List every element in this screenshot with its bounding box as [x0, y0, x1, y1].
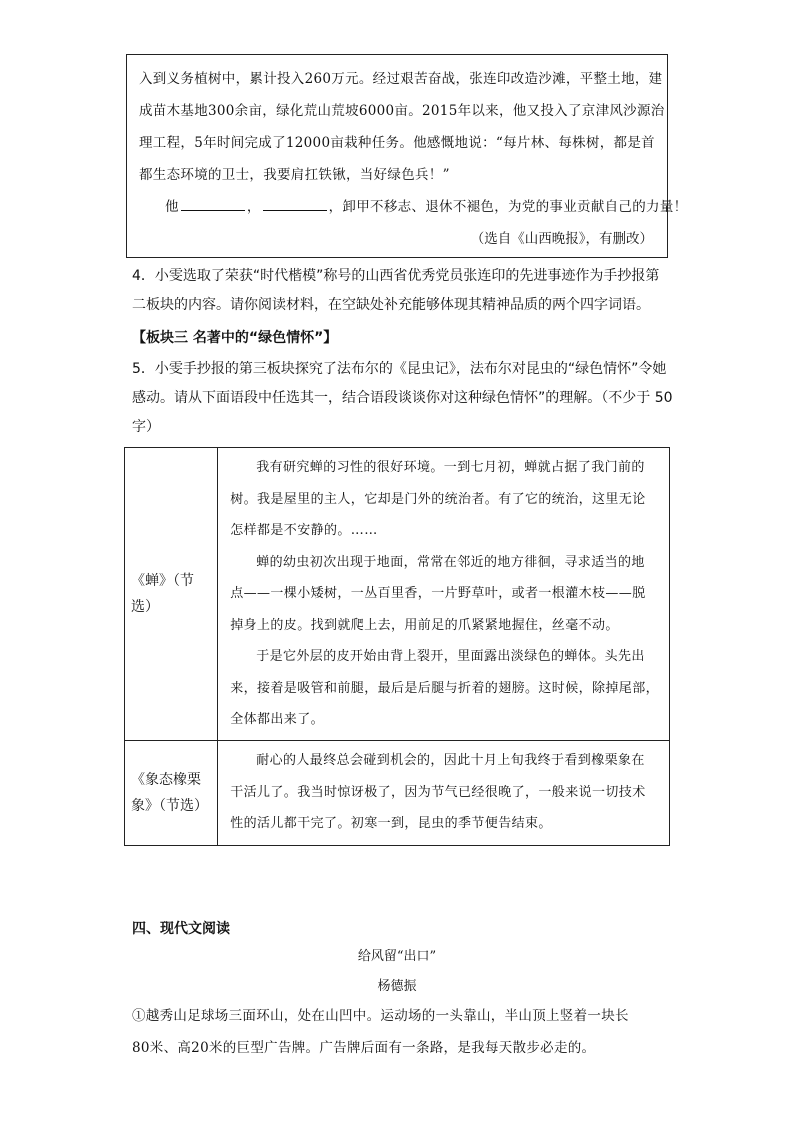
excerpt-line: 于是它外层的皮开始由背上裂开，里面露出淡绿色的蝉体。头先出	[256, 649, 645, 664]
table-row	[125, 448, 670, 741]
question-line: 5．小雯手抄报的第三板块探究了法布尔的《昆虫记》，法布尔对昆虫的“绿色情怀”令她	[132, 361, 667, 377]
material-line: 理工程，5年时间完成了12000亩栽种任务。他感慨地说：“每片林、每株树，都是首	[139, 135, 655, 151]
excerpt-line: 我有研究蝉的习性的很好环境。一到七月初，蝉就占据了我门前的	[256, 460, 645, 475]
excerpt-line: 树。我是屋里的主人，它却是门外的统治者。有了它的统治，这里无论	[230, 491, 646, 507]
excerpt-title-line: 象》（节选）	[131, 797, 208, 814]
section-4-heading: 四、现代文阅读	[132, 921, 230, 937]
reading-author: 杨德振	[377, 979, 417, 994]
excerpt-title-line: 《象态橡栗	[131, 771, 201, 788]
excerpt-line: 来，接着是吸管和前腿，最后是后腿与折着的翅膀。这时候，除掉尾部，	[230, 680, 659, 696]
excerpt-line: 怎样都是不安静的。……	[230, 523, 378, 538]
excerpt-body-cell	[218, 740, 670, 845]
fill-in-sentence	[139, 191, 688, 223]
excerpt-line: 性的活儿都干完了。初寒一到，昆虫的季节便告结束。	[230, 816, 552, 832]
answer-blank-1[interactable]	[181, 198, 245, 211]
question-line: 字）	[132, 419, 160, 435]
excerpt-title-line: 《蝉》（节	[131, 572, 194, 589]
question-line: 二板块的内容。请你阅读材料，在空缺处补充能够体现其精神品质的两个四字词语。	[132, 297, 650, 313]
excerpt-title-cell	[125, 740, 218, 845]
section-3-heading: 【板块三 名著中的“绿色情怀”】	[132, 330, 338, 346]
paragraph-line: ①越秀山足球场三面环山，处在山凹中。运动场的一头靠山，半山顶上竖着一块长	[132, 1008, 629, 1024]
fill-prefix: 他	[165, 199, 179, 215]
reading-title: 给风留“出口”	[357, 949, 437, 964]
material-box	[126, 54, 688, 258]
excerpt-line: 全体都出来了。	[230, 712, 324, 727]
reading-paragraph-1	[132, 1000, 672, 1064]
excerpt-line: 掉身上的皮。找到就爬上去，用前足的爪紧紧地握住，丝毫不动。	[230, 617, 619, 633]
excerpt-title-cell	[125, 448, 218, 741]
table-row	[125, 740, 670, 845]
excerpt-line: 蝉的幼虫初次出现于地面，常常在邻近的地方徘徊，寻求适当的地	[256, 554, 645, 570]
material-line: 入到义务植树中，累计投入260万元。经过艰苦奋战，张连印改造沙滩，平整土地，建	[139, 71, 663, 87]
material-line: 成苗木基地300余亩，绿化荒山荒坡6000亩。2015年以来，他又投入了京津风沙源治	[139, 103, 665, 119]
material-source: （选自《山西晚报》，有删改）	[470, 231, 653, 247]
material-line: 都生态环境的卫士，我要肩扛铁锹，当好绿色兵！”	[139, 167, 450, 183]
fill-separator: ，	[246, 199, 261, 215]
question-5	[132, 355, 672, 442]
question-4	[132, 262, 672, 320]
excerpt-line: 干活儿了。我当时惊讶极了，因为节气已经很晚了，一般来说一切技术	[230, 784, 646, 800]
answer-blank-2[interactable]	[263, 198, 327, 211]
excerpt-body-cell	[218, 448, 670, 741]
question-line: 感动。请从下面语段中任选其一，结合语段谈谈你对这种绿色情怀”的理解。（不少于 50	[132, 390, 673, 406]
excerpt-line: 耐心的人最终总会碰到机会的，因此十月上旬我终于看到橡栗象在	[256, 753, 645, 769]
excerpt-line: 点——一棵小矮树，一丛百里香，一片野草叶，或者一根灌木枝——脱	[230, 586, 646, 601]
fill-suffix: ，卸甲不移志、退休不褪色，为党的事业贡献自己的力量！	[328, 199, 688, 215]
excerpt-table	[124, 447, 670, 846]
excerpt-title-line: 选）	[131, 598, 159, 615]
question-line: 4．小雯选取了荣获“时代楷模”称号的山西省优秀党员张连印的先进事迹作为手抄报第	[132, 268, 660, 284]
paragraph-line: 80米、高20米的巨型广告牌。广告牌后面有一条路，是我每天散步必走的。	[132, 1040, 596, 1056]
